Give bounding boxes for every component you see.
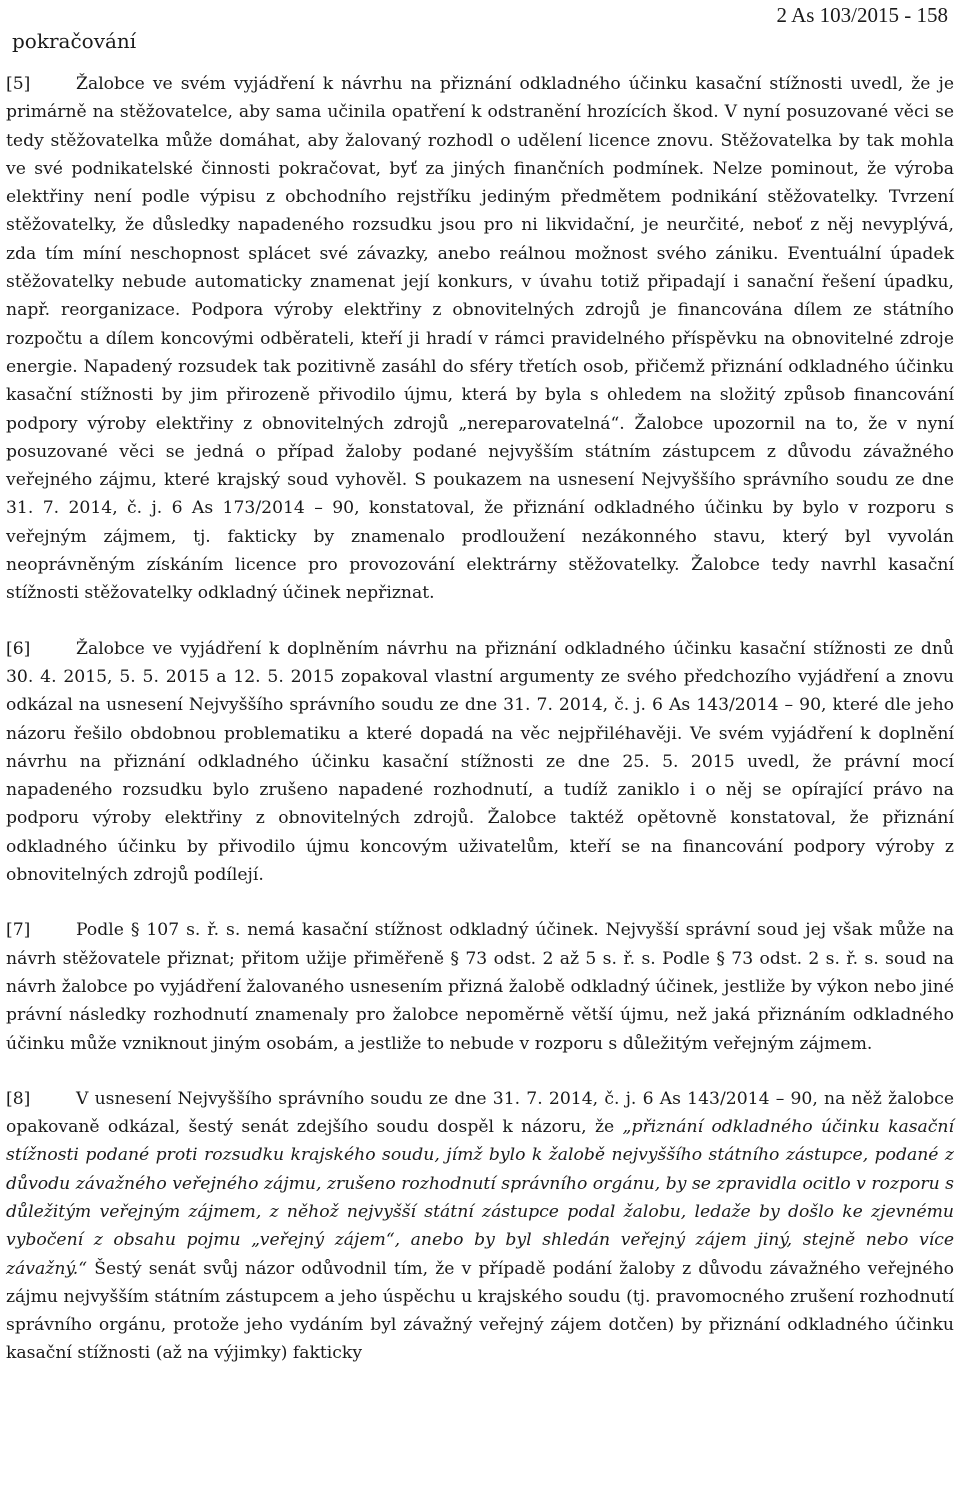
paragraph-text-continued: Šestý senát svůj názor odůvodnil tím, že v případě podání žaloby z důvodu závažného veřejného zájmu nejvyšším státním zástupcem a jeho úspěchu u krajského soudu (tj. pravomocného zrušení rozhodnutí správního orgánu, protože jeho vydáním byl závažný veřejný zájem dotčen) by přiznání odkladného účinku kasační stížnosti (až na výjimky) fakticky — [6, 1258, 954, 1364]
paragraph-text: Žalobce ve vyjádření k doplněním návrhu na přiznání odkladného účinku kasační stížnosti ze dnů 30. 4. 2015, 5. 5. 2015 a 12. 5. 2015 zopakoval vlastní argumenty ze svého předchozího vyjádření a znovu odkázal na usnesení Nejvyššího správního soudu ze dne 31. 7. 2014, č. j. 6 As 143/2014 – 90, které dle jeho názoru řešilo obdobnou problematiku a které dopadá na věc nejpřiléhavěji. Ve svém vyjádření k doplnění návrhu na přiznání odkladného účinku kasační stížnosti ze dne 25. 5. 2015 uvedl, že právní mocí napadeného rozsudku bylo zrušeno napadené rozhodnutí, a tudíž zaniklo i o něj se opírající právo na podporu výroby elektřiny z obnovitelných zdrojů. Žalobce taktéž opětovně konstatoval, že přiznání odkladného účinku by přivodilo újmu koncovým uživatelům, kteří se na financování podpory výroby z obnovitelných zdrojů podílejí. — [6, 638, 954, 886]
paragraph-text: Podle § 107 s. ř. s. nemá kasační stížnost odkladný účinek. Nejvyšší správní soud jej však může na návrh stěžovatele přiznat; přitom užije přiměřeně § 73 odst. 2 až 5 s. ř. s. Podle § 73 odst. 2 s. ř. s. soud na návrh žalobce po vyjádření žalovaného usnesením přizná žalobě odkladný účinek, jestliže by výkon nebo jiné právní následky rozhodnutí znamenaly pro žalobce nepoměrně větší újmu, než jaká přiznáním odkladného účinku může vzniknout jiným osobám, a jestliže to nebude v rozporu s důležitým veřejným zájmem. — [6, 920, 954, 1054]
quoted-legal-opinion: „přiznání odkladného účinku kasační stížnosti podané proti rozsudku krajského soudu, jímž bylo k žalobě nejvyššího státního zástupce, podané z důvodu závažného veřejného zájmu, zrušeno rozhodnutí správního orgánu, by se zpravidla ocitlo v rozporu s důležitým veřejným zájmem, z něhož nejvyšší státní zástupce podal žalobu, ledaže by došlo ke zjevnému vybočení z obsahu pojmu „veřejný zájem“, anebo by byl shledán veřejný zájem jiný, stejně nebo více závažný.“ — [6, 1117, 954, 1279]
paragraph-number: [5] — [6, 74, 31, 94]
paragraph-7 — [6, 916, 954, 1057]
paragraph-number: [7] — [6, 920, 31, 941]
paragraph-text: Žalobce ve svém vyjádření k návrhu na přiznání odkladného účinku kasační stížnosti uvedl, že je primárně na stěžovatelce, aby sama učinila opatření k odstranění hrozících škod. V nyní posuzované věci se tedy stěžovatelka může domáhat, aby žalovaný rozhodl o udělení licence znovu. Stěžovatelka by tak mohla ve své podnikatelské činnosti pokračovat, byť za jiných finančních podmínek. Nelze pominout, že výroba elektřiny není podle výpisu z obchodního rejstříku jediným předmětem podnikání stěžovatelky. Tvrzení stěžovatelky, že důsledky napadeného rozsudku jsou pro ni likvidační, je neurčité, neboť z něj nevyplývá, zda tím míní neschopnost splácet své závazky, anebo reálnou možnost svého zániku. Eventuální úpadek stěžovatelky nebude automaticky znamenat její konkurs, v úvahu totiž připadají i sanační řešení úpadku, např. reorganizace. Podpora výroby elektřiny z obnovitelných zdrojů je financována dílem ze státního rozpočtu a dílem koncovými odběrateli, kteří ji hradí v rámci pravidelného příspěvku na obnovitelné zdroje energie. Napadený rozsudek tak pozitivně zasáhl do sféry třetích osob, přičemž přiznání odkladného účinku kasační stížnosti by jim přirozeně přivodilo újmu, která by byla s ohledem na složitý způsob financování podpory výroby elektřiny z obnovitelných zdrojů „nereparovatelná“. Žalobce upozornil na to, že v nyní posuzované věci se jedná o případ žaloby podané nejvyšším státním zástupcem z důvodu závažného veřejného zájmu, které krajský soud vyhověl. S poukazem na usnesení Nejvyššího správního soudu ze dne 31. 7. 2014, č. j. 6 As 173/2014 – 90, konstatoval, že přiznání odkladného účinku by bylo v rozporu s veřejným zájmem, tj. fakticky by znamenalo prodloužení nezákonného stavu, který byl vyvolán neoprávněným získáním licence pro provozování elektrárny stěžovatelky. Žalobce tedy navrhl kasační stížnosti stěžovatelky odkladný účinek nepřiznat. — [6, 74, 954, 604]
case-number: 2 As 103/2015 - 158 — [776, 3, 948, 27]
paragraph-text: V usnesení Nejvyššího správního soudu ze dne 31. 7. 2014, č. j. 6 As 143/2014 – 90, na něž žalobce opakovaně odkázal, šestý senát zdejšího soudu dospěl k názoru, že — [6, 1088, 954, 1138]
paragraph-6 — [6, 635, 954, 890]
document-body — [6, 70, 954, 1395]
page-header — [6, 0, 954, 53]
paragraph-8 — [6, 1085, 954, 1368]
paragraph-number: [6] — [6, 638, 31, 659]
paragraph-5 — [6, 70, 954, 608]
continuation-label: pokračování — [12, 29, 137, 53]
paragraph-number: [8] — [6, 1088, 31, 1109]
